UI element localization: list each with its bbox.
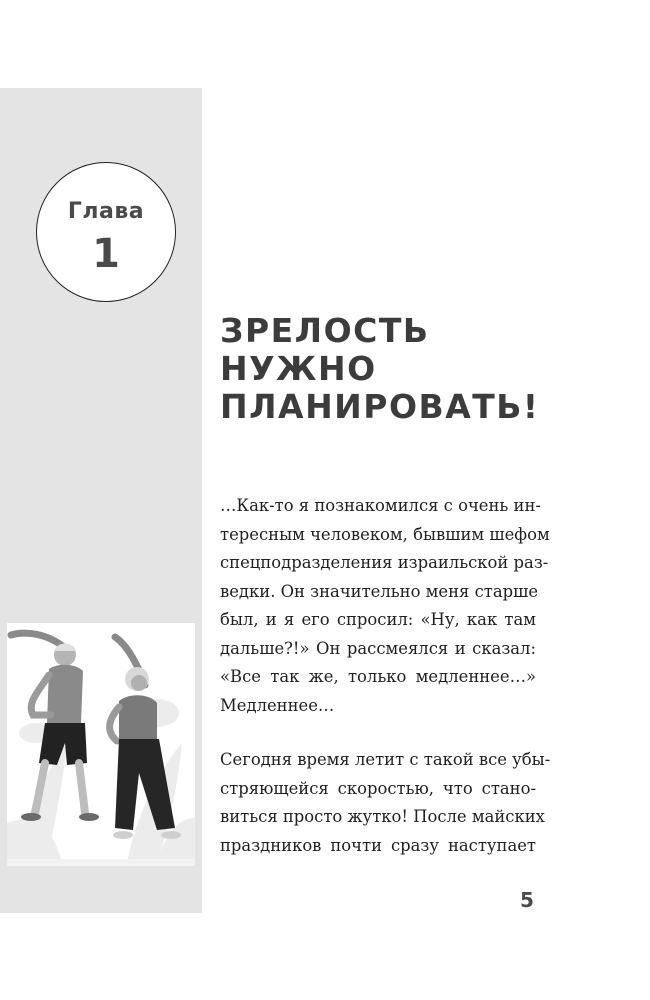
text-line: Медленнее…	[220, 695, 335, 715]
chapter-label: Глава	[67, 199, 145, 224]
chapter-title-line: НУЖНО	[220, 349, 377, 388]
text-line: дальше?!» Он рассмеялся и сказал:	[220, 638, 536, 658]
chapter-title-line: ЗРЕЛОСТЬ	[220, 311, 430, 350]
text-line: «Все так же, только медленнее…»	[220, 667, 536, 686]
chapter-title-line: ПЛАНИРОВАТЬ!	[220, 387, 540, 426]
text-line: …Как-то я познакомился с очень ин-	[220, 496, 541, 515]
seniors-stretching-image	[7, 623, 195, 866]
text-line: был, и я его спросил: «Ну, как там	[220, 610, 536, 629]
text-line: виться просто жутко! После майских	[220, 807, 545, 826]
chapter-number: 1	[92, 231, 120, 277]
text-line: тересным человеком, бывшим шефом	[220, 524, 550, 544]
body-paragraph-2	[220, 746, 551, 860]
text-line: праздников почти сразу наступает	[220, 835, 536, 855]
text-line: Сегодня время летит с такой все убы-	[220, 750, 551, 769]
body-paragraph-1	[220, 492, 550, 720]
exercise-illustration	[7, 623, 195, 866]
text-line: ведки. Он значительно меня старше	[220, 581, 539, 601]
text-line: спецподразделения израильской раз-	[220, 553, 549, 572]
chapter-badge	[36, 162, 176, 302]
text-line: стряющейся скоростью, что стано-	[220, 778, 536, 798]
chapter-title	[220, 312, 640, 426]
page-number: 5	[520, 888, 534, 912]
